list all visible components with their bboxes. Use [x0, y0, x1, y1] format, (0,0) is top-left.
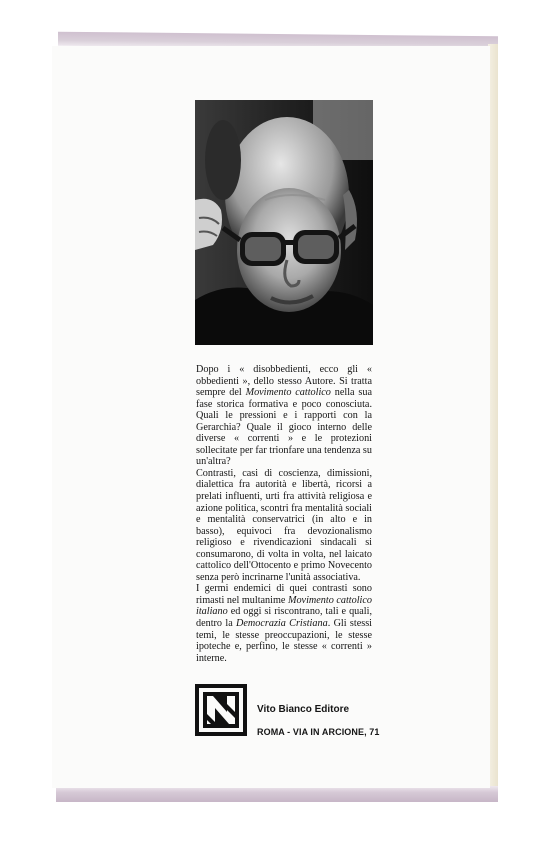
author-portrait — [195, 100, 373, 345]
publisher-name: Vito Bianco Editore — [257, 704, 350, 715]
author-portrait-illustration — [195, 100, 373, 345]
publisher-logo-mark — [195, 684, 247, 736]
publisher-logo — [195, 684, 247, 736]
description-paragraph-3: I germi endemici di quei contrasti sono rimasti nel multanime Movimento cattolico italiano ed oggi si riscontrano, tali e quali, dentro la Democrazia Cristiana. Gli stessi temi, le stesse preoccupazioni, le stesse ipoteche e, perfino, le stesse « correnti » interne. — [196, 583, 372, 664]
description-paragraph-2: Contrasti, casi di coscienza, dimissioni, dialettica fra autorità e libertà, ricorsi a prelati influenti, urti fra attività religiosa e azione politica, scontri fra mentalità sociali e mentalità conservatrici (in alto e in basso), equivoci fra devozionalismo religioso e rivendicazioni sindacali si consumarono, di volta in volta, nel laicato cattolico dell'Ottocento e primo Novecento senza però incrinarne l'unità associativa. — [196, 467, 372, 583]
publisher-address: ROMA - VIA IN ARCIONE, 71 — [257, 727, 380, 737]
book-description — [196, 364, 372, 664]
page-edge-bottom — [56, 786, 498, 802]
description-paragraph-1: Dopo i « disobbedienti, ecco gli « obbedienti », dello stesso Autore. Si tratta sempre del Movimento cattolico nella sua fase storica formativa e poco conosciuta. Quali le pressioni e i rapporti con la Gerarchia? Quale il gioco interno delle diverse « correnti » e le protezioni sollecitate per far trionfare una tendenza su un'altra? — [196, 364, 372, 468]
